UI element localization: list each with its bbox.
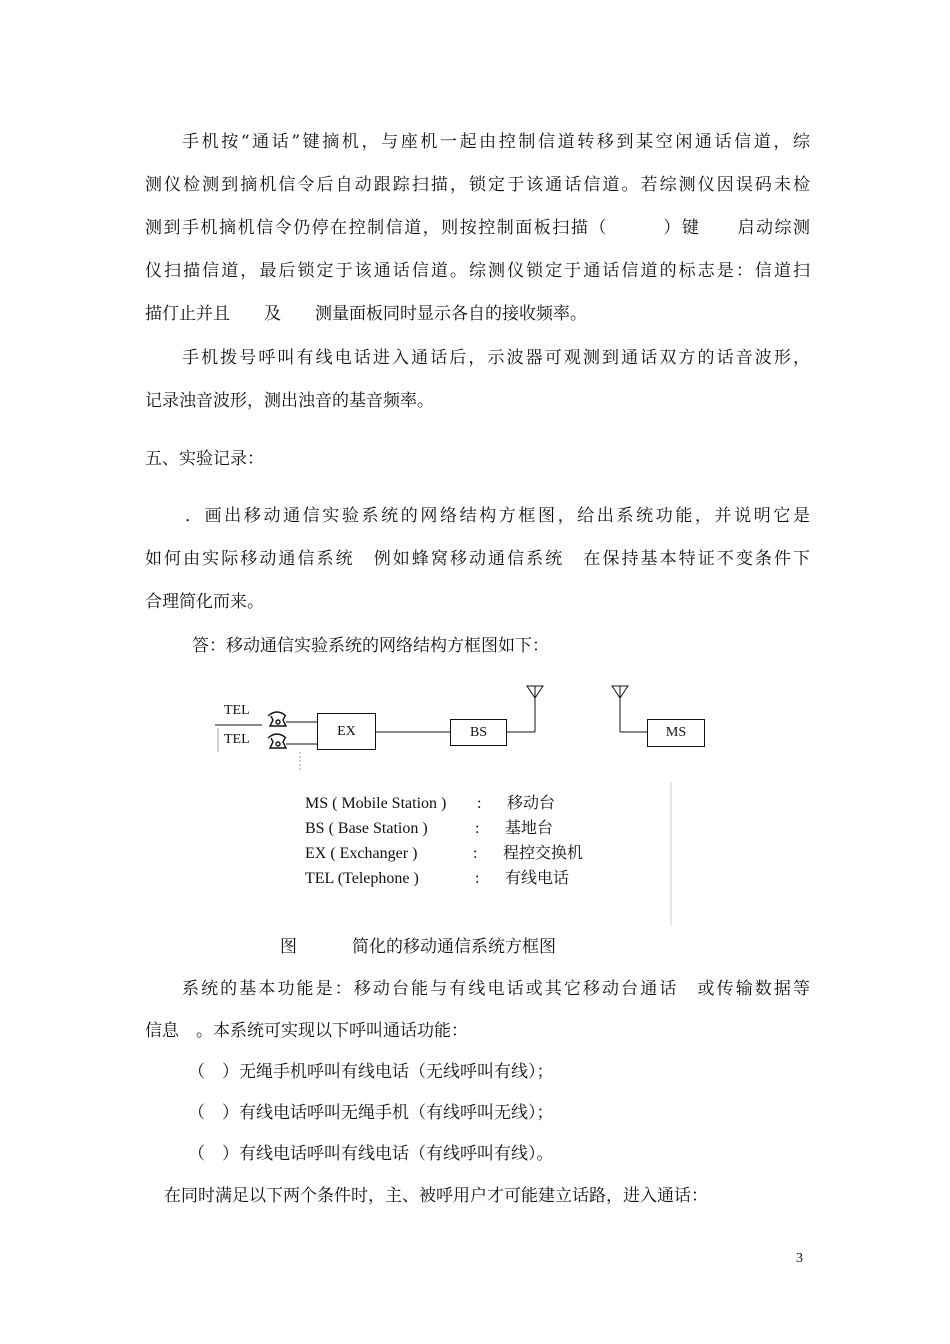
conditions-intro: 在同时满足以下两个条件时，主、被呼用户才可能建立话路，进入通话： — [164, 1186, 708, 1206]
telephone-icon — [268, 712, 286, 726]
tel-label-bottom: TEL — [224, 732, 250, 747]
text-line: 记录浊音波形，测出浊音的基音频率。 — [145, 391, 434, 411]
legend-meaning: 程控交换机 — [503, 845, 584, 862]
text-line: ．画出移动通信实验系统的网络结构方框图，给出系统功能，并说明它是 — [185, 506, 810, 526]
legend-term: TEL (Telephone ) — [305, 870, 419, 887]
list-item: （ ）无绳手机呼叫有线电话（无线呼叫有线）； — [188, 1062, 554, 1082]
text-line: 描仃止并且 及 测量面板同时显示各自的接收频率。 — [145, 304, 587, 324]
legend-meaning: 有线电话 — [505, 870, 570, 887]
legend-term: EX ( Exchanger ) — [305, 845, 418, 862]
text-line: 如何由实际移动通信系统 例如蜂窝移动通信系统 在保持基本特证不变条件下 — [145, 549, 810, 569]
legend-meaning: 移动台 — [507, 795, 556, 812]
section-heading: 五、实验记录： — [145, 449, 264, 469]
list-item: （ ）有线电话呼叫无绳手机（有线呼叫无线）； — [188, 1103, 554, 1123]
legend-separator: : — [475, 870, 480, 887]
answer-intro: 答：移动通信实验系统的网络结构方框图如下： — [192, 636, 549, 656]
legend-term: MS ( Mobile Station ) — [305, 795, 447, 812]
bs-label: BS — [469, 724, 488, 740]
text-line: 手机拨号呼叫有线电话进入通话后，示波器可观测到通话双方的话音波形， — [182, 348, 810, 368]
text-line: 信息 。本系统可实现以下呼叫通话功能： — [145, 1021, 468, 1041]
ms-label: MS — [665, 725, 687, 740]
text-line: 测到手机摘机信令仍停在控制信道，则按控制面板扫描（ ）键 启动综测 — [145, 218, 810, 238]
ms-box — [647, 719, 705, 747]
figure-caption-prefix: 图 — [280, 937, 297, 957]
text-line: 合理简化而来。 — [145, 592, 264, 612]
bs-box — [450, 719, 507, 746]
legend-term: BS ( Base Station ) — [305, 820, 428, 837]
text-line: 测仪检测到摘机信令后自动跟踪扫描，锁定于该通话信道。若综测仪因误码未检 — [145, 175, 810, 195]
telephone-icon — [268, 734, 286, 748]
legend-separator: : — [477, 795, 482, 812]
legend-meaning: 基地台 — [505, 820, 554, 837]
ex-box — [317, 713, 376, 750]
legend-separator: : — [473, 845, 478, 862]
text-line: 系统的基本功能是：移动台能与有线电话或其它移动台通话 或传输数据等 — [182, 979, 810, 999]
page-number: 3 — [796, 1251, 803, 1266]
text-line: 手机按“通话”键摘机，与座机一起由控制信道转移到某空闲通话信道，综 — [182, 132, 810, 152]
text-line: 仪扫描信道，最后锁定于该通话信道。综测仪锁定于通话信道的标志是：信道扫 — [145, 261, 810, 281]
ex-label: EX — [337, 723, 356, 739]
list-item: （ ）有线电话呼叫有线电话（有线呼叫有线）。 — [188, 1144, 554, 1164]
tel-label-top: TEL — [224, 703, 250, 718]
figure-caption: 简化的移动通信系统方框图 — [352, 937, 556, 957]
legend-separator: : — [475, 820, 480, 837]
